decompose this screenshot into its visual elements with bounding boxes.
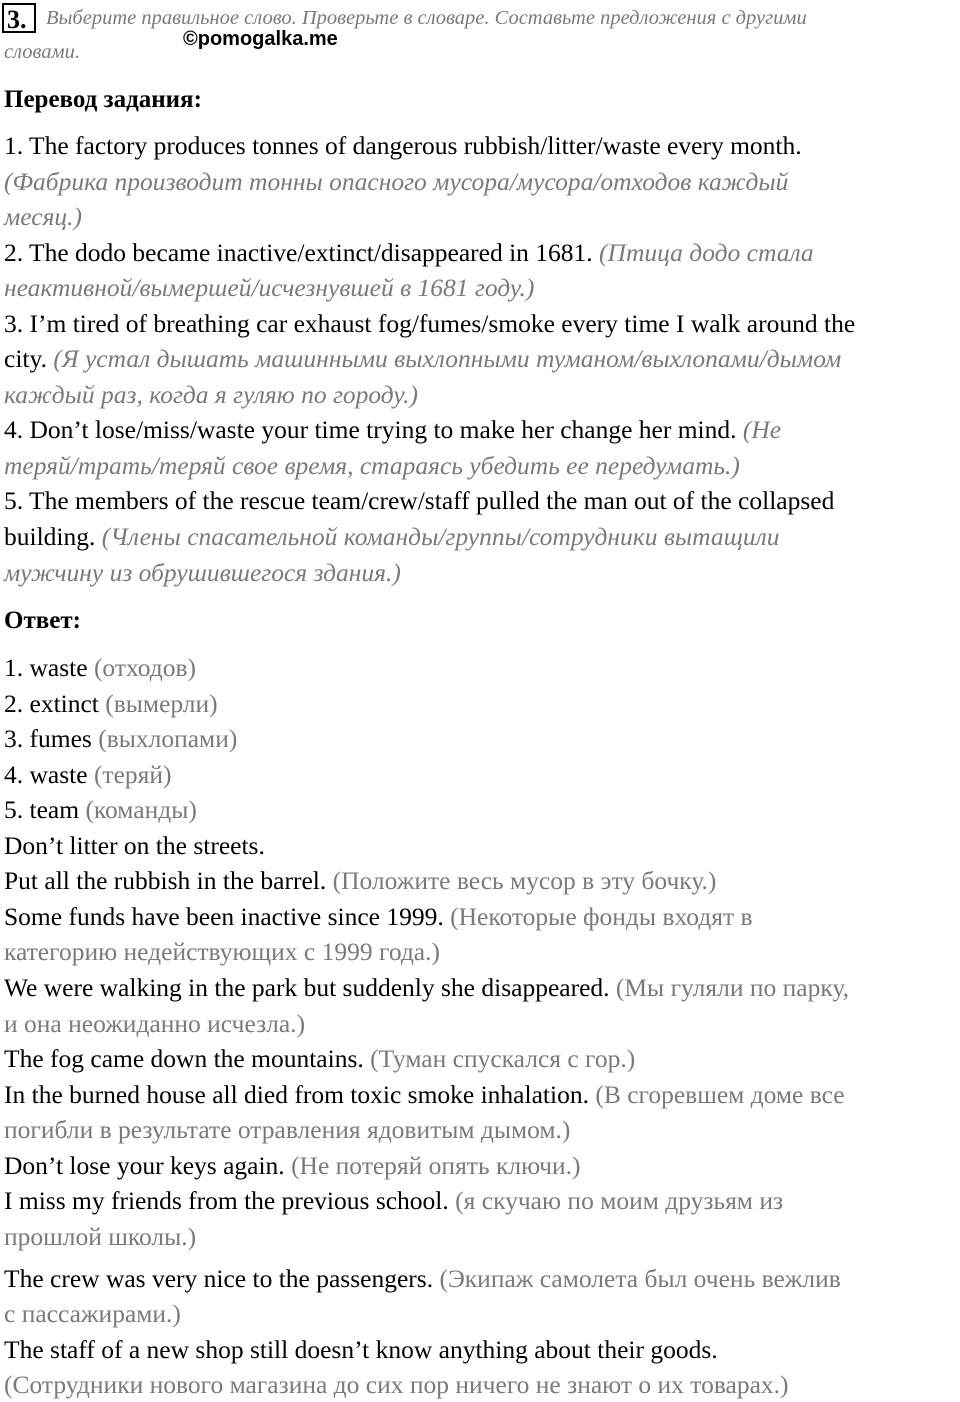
example-sentence bbox=[4, 1041, 635, 1076]
answer-word: 4. waste bbox=[4, 760, 88, 789]
translation-line: 1. The factory produces tonnes of dangerous rubbish/litter/waste every month. bbox=[4, 131, 802, 160]
answer-item bbox=[4, 721, 237, 756]
sentence-text: The crew was very nice to the passengers. bbox=[4, 1264, 434, 1293]
task-number: 3. bbox=[2, 3, 36, 33]
sentence-translation: прошлой школы.) bbox=[4, 1222, 197, 1251]
task-instruction: Выберите правильное слово. Проверьте в словаре. Составьте предложения с другими bbox=[46, 7, 807, 29]
sentence-text: Some funds have been inactive since 1999. bbox=[4, 902, 444, 931]
sentence-text: Don’t lose your keys again. bbox=[4, 1151, 285, 1180]
sentence-text: The fog came down the mountains. bbox=[4, 1044, 364, 1073]
answer-word: 1. waste bbox=[4, 653, 88, 682]
sentence-translation: (Экипаж самолета был очень вежлив bbox=[439, 1264, 841, 1293]
sentence-text: 4. Don’t lose/miss/waste your time trying to make her change her mind. bbox=[4, 415, 737, 444]
answer-word: 5. team bbox=[4, 795, 80, 824]
answer-translation: (команды) bbox=[85, 795, 197, 824]
answer-item bbox=[4, 686, 218, 721]
example-sentence bbox=[4, 1261, 841, 1296]
sentence-translation: с пассажирами.) bbox=[4, 1299, 181, 1328]
sentence-translation: (Мы гуляли по парку, bbox=[615, 973, 849, 1002]
translation-line: 3. I’m tired of breathing car exhaust fog/fumes/smoke every time I walk around the bbox=[4, 309, 856, 338]
translation-line bbox=[4, 235, 814, 270]
sentence-translation: и она неожиданно исчезла.) bbox=[4, 1009, 306, 1038]
example-sentence bbox=[4, 899, 753, 934]
answer-item bbox=[4, 650, 196, 685]
translation-line bbox=[4, 341, 841, 376]
example-sentence: The staff of a new shop still doesn’t know anything about their goods. bbox=[4, 1335, 718, 1364]
task-instruction-continued: словами. bbox=[4, 41, 81, 63]
sentence-text: 2. The dodo became inactive/extinct/disappeared in 1681. bbox=[4, 238, 593, 267]
sentence-translation: (я скучаю по моим друзьям из bbox=[455, 1186, 784, 1215]
sentence-text: We were walking in the park but suddenly she disappeared. bbox=[4, 973, 610, 1002]
sentence-translation: погибли в результате отравления ядовитым дымом.) bbox=[4, 1115, 571, 1144]
example-sentence bbox=[4, 970, 849, 1005]
sentence-text: building. bbox=[4, 522, 96, 551]
translation-heading: Перевод задания: bbox=[4, 86, 202, 113]
answer-translation: (вымерли) bbox=[105, 689, 218, 718]
answer-translation: (теряй) bbox=[93, 760, 172, 789]
translation-line: теряй/трать/теряй свое время, стараясь убедить ее передумать.) bbox=[4, 451, 740, 480]
sentence-translation: (Не bbox=[742, 415, 782, 444]
sentence-text: I miss my friends from the previous school. bbox=[4, 1186, 449, 1215]
sentence-text: city. bbox=[4, 344, 47, 373]
answer-item bbox=[4, 757, 172, 792]
sentence-text: Put all the rubbish in the barrel. bbox=[4, 866, 327, 895]
watermark: ©pomogalka.me bbox=[183, 28, 338, 50]
sentence-translation: (Члены спасательной команды/группы/сотрудники вытащили bbox=[101, 522, 780, 551]
example-sentence bbox=[4, 863, 716, 898]
translation-line: каждый раз, когда я гуляю по городу.) bbox=[4, 380, 418, 409]
example-sentence bbox=[4, 1077, 845, 1112]
sentence-translation: (Туман спускался с гор.) bbox=[370, 1044, 636, 1073]
translation-line: неактивной/вымершей/исчезнувшей в 1681 году.) bbox=[4, 273, 535, 302]
sentence-translation: (Некоторые фонды входят в bbox=[450, 902, 753, 931]
sentence-translation: (Я устал дышать машинными выхлопными туманом/выхлопами/дымом bbox=[53, 344, 842, 373]
sentence-text: In the burned house all died from toxic smoke inhalation. bbox=[4, 1080, 589, 1109]
translation-line: мужчину из обрушившегося здания.) bbox=[4, 558, 401, 587]
example-sentence: Don’t litter on the streets. bbox=[4, 831, 265, 860]
answer-item bbox=[4, 792, 197, 827]
translation-line: 5. The members of the rescue team/crew/staff pulled the man out of the collapsed bbox=[4, 486, 835, 515]
sentence-translation: (Положите весь мусор в эту бочку.) bbox=[332, 866, 717, 895]
answer-word: 3. fumes bbox=[4, 724, 92, 753]
answer-translation: (отходов) bbox=[93, 653, 197, 682]
example-sentence bbox=[4, 1148, 581, 1183]
translation-line: месяц.) bbox=[4, 202, 83, 231]
answer-translation: (выхлопами) bbox=[98, 724, 238, 753]
translation-line bbox=[4, 412, 781, 447]
answer-heading: Ответ: bbox=[4, 607, 81, 634]
translation-line: (Фабрика производит тонны опасного мусора/мусора/отходов каждый bbox=[4, 167, 789, 196]
translation-line bbox=[4, 519, 780, 554]
sentence-translation: (Не потеряй опять ключи.) bbox=[291, 1151, 581, 1180]
sentence-translation: (Птица додо стала bbox=[599, 238, 814, 267]
example-sentence bbox=[4, 1183, 783, 1218]
sentence-translation: категорию недействующих с 1999 года.) bbox=[4, 937, 440, 966]
sentence-translation: (Сотрудники нового магазина до сих пор ничего не знают о их товарах.) bbox=[4, 1370, 789, 1399]
sentence-translation: (В сгоревшем доме все bbox=[595, 1080, 845, 1109]
answer-word: 2. extinct bbox=[4, 689, 99, 718]
